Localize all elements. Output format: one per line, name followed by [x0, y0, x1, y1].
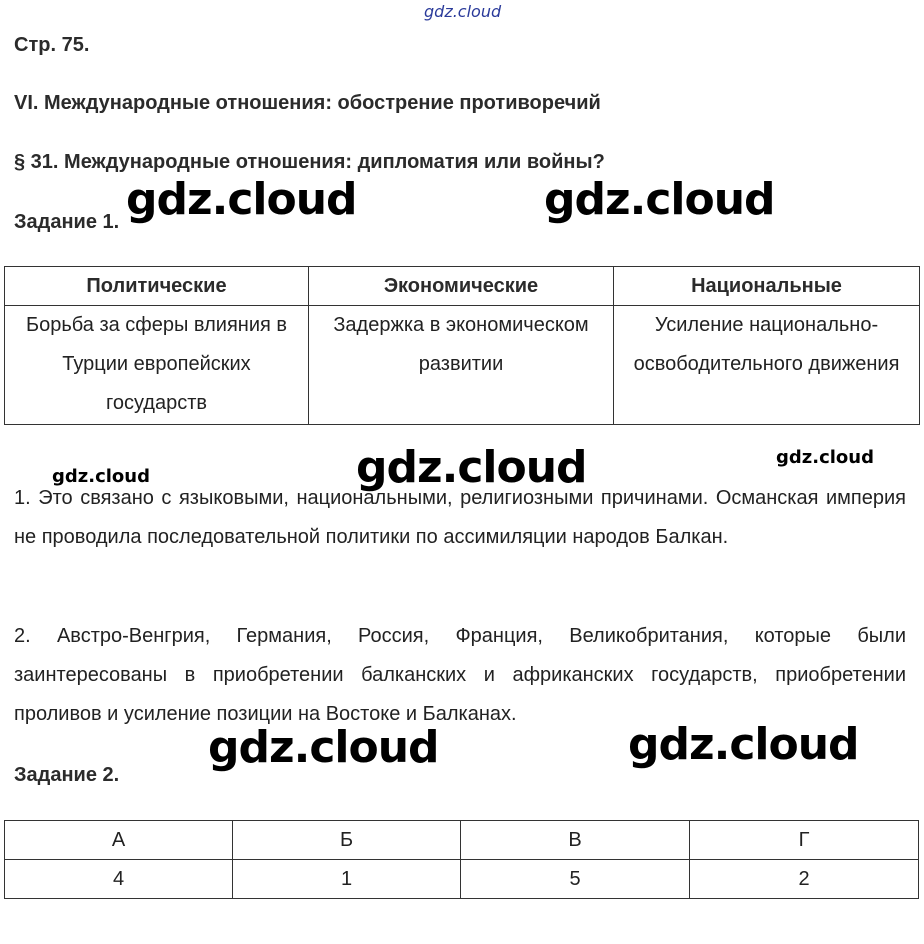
header-g: Г: [690, 821, 919, 860]
watermark: gdz.cloud: [126, 174, 357, 225]
table-header-row: [5, 267, 920, 306]
header-economic: Экономические: [309, 267, 614, 306]
header-national: Национальные: [614, 267, 920, 306]
value-a: 4: [5, 860, 233, 899]
cell-economic: Задержка в экономическом развитии: [309, 306, 614, 425]
answer-1: 1. Это связано с языковыми, национальными, религиозными причинами. Османская империя не проводила последовательной политики по ассимиляции народов Балкан.: [14, 487, 906, 548]
value-v: 5: [461, 860, 690, 899]
watermark: gdz.cloud: [776, 447, 874, 468]
watermark: gdz.cloud: [208, 722, 439, 773]
task1-table: [4, 266, 920, 425]
header-political: Политические: [5, 267, 309, 306]
task2-label: Задание 2.: [14, 764, 120, 786]
page-reference: Стр. 75.: [14, 34, 90, 56]
answer-2: 2. Австро-Венгрия, Германия, Россия, Франция, Великобритания, которые были заинтересованы в приобретении балканских и африканских государств, приобретении проливов и усиление позиции на Востоке и Балканах.: [14, 625, 906, 725]
header-a: А: [5, 821, 233, 860]
watermark-top: gdz.cloud: [424, 2, 502, 21]
table-row: [5, 306, 920, 425]
table-row: [5, 860, 919, 899]
cell-national: Усиление национально-освободительного движения: [614, 306, 920, 425]
value-g: 2: [690, 860, 919, 899]
section-title: § 31. Международные отношения: дипломатия или войны?: [14, 151, 605, 173]
header-b: Б: [233, 821, 461, 860]
task2-table: [4, 820, 919, 899]
watermark: gdz.cloud: [544, 174, 775, 225]
value-b: 1: [233, 860, 461, 899]
cell-political: Борьба за сферы влияния в Турции европейских государств: [5, 306, 309, 425]
watermark: gdz.cloud: [356, 442, 587, 493]
watermark: gdz.cloud: [628, 719, 859, 770]
watermark: gdz.cloud: [52, 466, 150, 487]
table-header-row: [5, 821, 919, 860]
header-v: В: [461, 821, 690, 860]
chapter-title: VI. Международные отношения: обострение противоречий: [14, 92, 601, 114]
task1-label: Задание 1.: [14, 211, 120, 233]
